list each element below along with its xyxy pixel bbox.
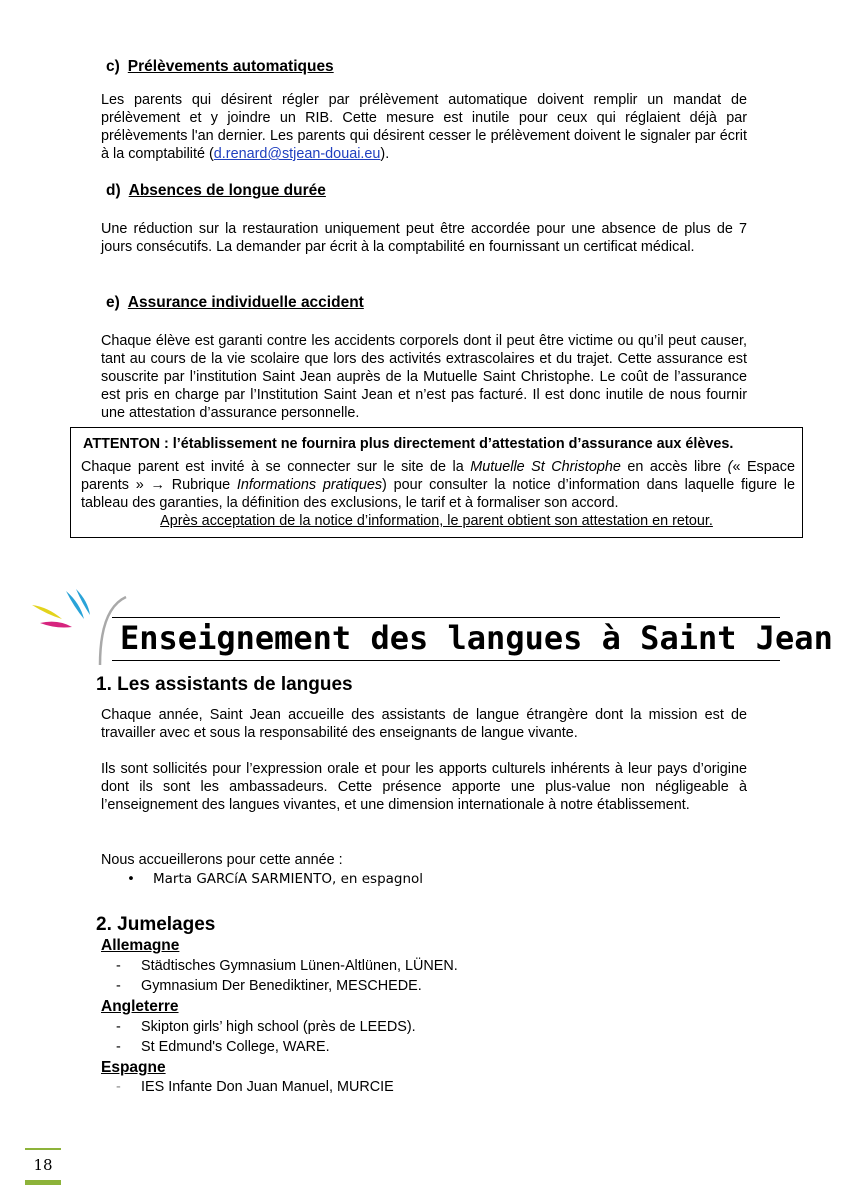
notice-text-3: « Espace parents » → Rubrique (81, 459, 795, 493)
assistants-paragraph-2: Ils sont sollicités pour l’expression orale et pour les apports culturels inhérents à leur pays d’origine dont ils sont les ambassadeurs. Cette présence apporte une plus-value non négligeable à l’enseignement des langues vivantes, et une dimension internationale à notre établissement. (101, 761, 747, 813)
section-e-title: Assurance individuelle accident (127, 294, 364, 311)
section-c-text (101, 91, 747, 163)
assistants-paragraph-1: Chaque année, Saint Jean accueille des assistants de langue étrangère dont la mission est de travailler avec et sous la responsabilité des enseignants de langue vivante. (101, 707, 747, 741)
section-2-number: 2. (96, 914, 112, 935)
section-d-title: Absences de longue durée (128, 182, 326, 199)
list-item: - Städtisches Gymnasium Lünen-Altlünen, LÜNEN. (116, 958, 458, 974)
notice-title: ATTENTON : l’établissement ne fournira plus directement d’attestation d’assurance aux élèves. (83, 436, 734, 452)
school-name: St Edmund's College, WARE. (141, 1039, 330, 1055)
notice-body (81, 458, 795, 512)
page-number: 18 (25, 1148, 61, 1185)
section-2-heading (96, 913, 215, 937)
heading-rule-bottom (112, 660, 780, 661)
section-2-title: Jumelages (117, 914, 216, 935)
section-1-heading (96, 673, 353, 697)
section-e-text: Chaque élève est garanti contre les accidents corporels dont il peut être victime ou qu’il peut causer, tant au cours de la vie scolaire que lors des activités extrascolaires et du trajet. Cette assurance est souscrite par l’institution Saint Jean auprès de la Mutuelle Saint Christophe. Le coût de l’assurance est pris en charge par l’Institution Saint Jean et n’est pas facturé. Il est donc inutile de nous fournir une attestation d’assurance personnelle. (101, 333, 747, 421)
school-name: Skipton girls’ high school (près de LEEDS). (141, 1019, 416, 1035)
assistant-list-item (127, 870, 423, 888)
notice-mutuelle-name: Mutuelle St Christophe (470, 459, 621, 475)
list-item: - Skipton girls’ high school (près de LEEDS). (116, 1019, 416, 1035)
section-c-title: Prélèvements automatiques (127, 58, 334, 75)
school-name: Gymnasium Der Benediktiner, MESCHEDE. (141, 978, 422, 994)
country-england: Angleterre (101, 998, 179, 1015)
section-d-label: d) (106, 182, 121, 199)
section-c-body-end: ). (380, 146, 390, 162)
section-1-title: Les assistants de langues (117, 674, 353, 695)
school-name: Städtisches Gymnasium Lünen-Altlünen, LÜNEN. (141, 958, 458, 974)
list-item: - IES Infante Don Juan Manuel, MURCIE (116, 1079, 394, 1095)
country-spain: Espagne (101, 1059, 166, 1076)
list-item: - Gymnasium Der Benediktiner, MESCHEDE. (116, 978, 422, 994)
country-germany: Allemagne (101, 937, 180, 954)
notice-text-4: ) pour consulter la notice d’information dans laquelle figure le tableau des garanties, la définition des exclusions, le tarif et à formaliser son accord. (81, 477, 795, 511)
notice-paren: ( (727, 459, 733, 475)
insurance-notice-box (70, 427, 803, 538)
bullet-icon: • (127, 871, 135, 887)
section-d-text: Une réduction sur la restauration uniquement peut être accordée pour une absence de plus de 7 jours consécutifs. La demander par écrit à la comptabilité en fournissant un certificat médical. (101, 221, 747, 255)
section-d-heading (106, 182, 326, 200)
section-1-number: 1. (96, 674, 112, 695)
assistant-name: Marta GARCíA SARMIENTO, en espagnol (153, 871, 424, 887)
page-title: Enseignement des langues à Saint Jean (120, 619, 833, 657)
list-item: - St Edmund's College, WARE. (116, 1039, 330, 1055)
notice-rubrique: Informations pratiques (236, 477, 383, 493)
email-link[interactable]: d.renard@stjean-douai.eu (213, 146, 381, 162)
assistants-paragraph-3: Nous accueillerons pour cette année : (101, 852, 343, 868)
section-e-heading (106, 294, 364, 312)
notice-closing: Après acceptation de la notice d’information, le parent obtient son attestation en retour. (160, 513, 713, 529)
section-e-label: e) (106, 294, 120, 311)
section-c-body: Les parents qui désirent régler par prélèvement automatique doivent remplir un mandat de prélèvement et y joindre un RIB. Cette mesure est inutile pour ceux qui réglaient déjà par prélèvements l'an dernier. Les parents qui désirent cesser le prélèvement doivent le signaler par écrit à la comptabilité ( (101, 92, 747, 162)
section-c-heading (106, 58, 334, 76)
notice-text-2: en accès libre (620, 459, 728, 475)
section-c-label: c) (106, 58, 120, 75)
school-name: IES Infante Don Juan Manuel, MURCIE (141, 1079, 394, 1095)
notice-text-1: Chaque parent est invité à se connecter sur le site de la (81, 459, 471, 475)
